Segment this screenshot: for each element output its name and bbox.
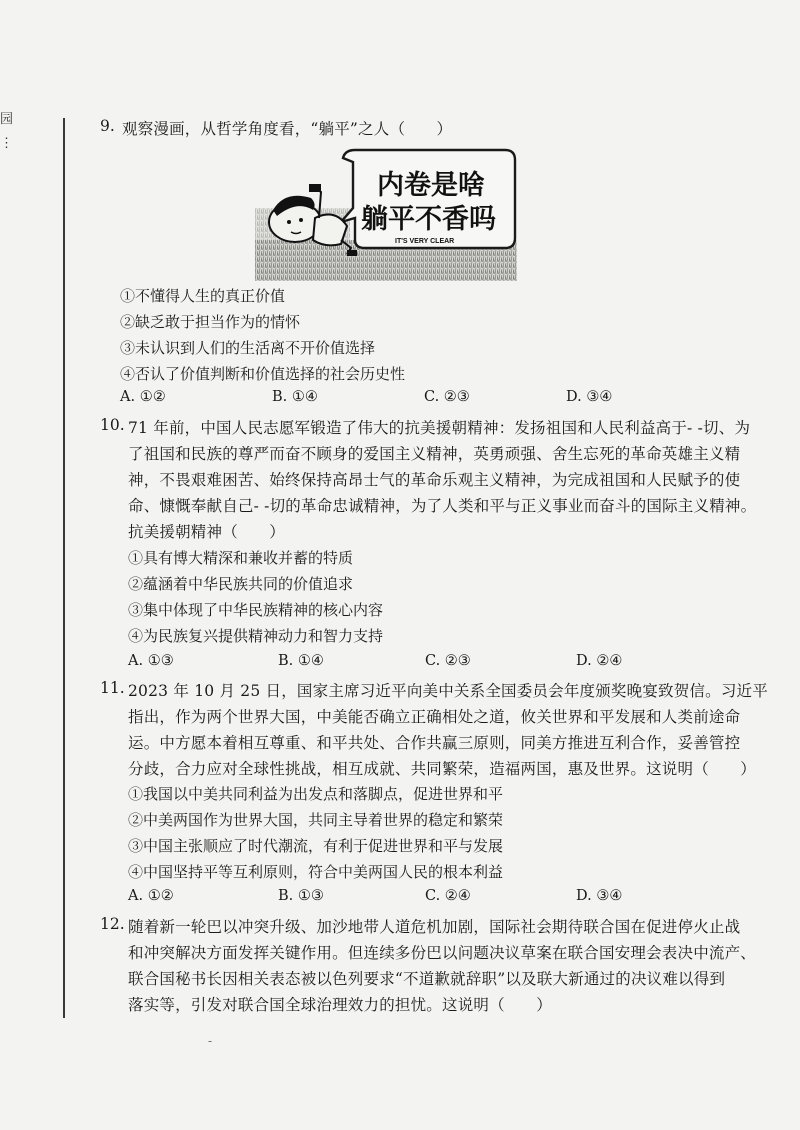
q9-choice-c: C. ②③ (424, 389, 470, 405)
q9-option-4: ④否认了价值判断和价值选择的社会历史性 (120, 365, 406, 383)
q10-option-3: ③集中体现了中华民族精神的核心内容 (128, 601, 384, 619)
left-edge-mark: 园 (0, 112, 14, 127)
q12-line-2: 和冲突解决方面发挥关键作用。但连续多份巴以问题决议草案在联合国安理会表决中流产、 (128, 944, 757, 962)
q10-line-3: 神，不畏艰难困苦、始终保持高昂士气的革命乐观主义精神，为完成祖国和人民赋予的使 (128, 471, 741, 489)
q10-choice-d: D. ②④ (576, 653, 623, 669)
q9-number: 9. (100, 117, 115, 135)
q9-stem: 观察漫画，从哲学角度看，“躺平”之人（ ） (122, 120, 453, 138)
q11-line-1: 2023 年 10 月 25 日，国家主席习近平向美中关系全国委员会年度颁奖晚宴致贺信。习近平 (128, 682, 768, 700)
q9-choice-b: B. ①④ (272, 389, 318, 405)
q12-line-3: 联合国秘书长因相关表态被以色列要求“不道歉就辞职”以及联大新通过的决议难以得到 (128, 970, 726, 988)
bubble-subtitle: IT'S VERY CLEAR (395, 238, 455, 245)
bubble-line1: 内卷是啥 (377, 170, 485, 201)
q12-number: 12. (100, 915, 125, 933)
q11-choice-b: B. ①③ (278, 888, 324, 904)
q10-line-4: 命、慷慨奉献自己- -切的革命忠诚精神，为了人类和平与正义事业而奋斗的国际主义精神。 (128, 497, 757, 515)
q11-choice-a: A. ①② (128, 888, 174, 904)
q9-option-1: ①不懂得人生的真正价值 (120, 287, 286, 305)
q11-line-3: 运。中方愿本着相互尊重、和平共处、合作共赢三原则，同美方推进互利合作，妥善管控 (128, 734, 741, 752)
cartoon-illustration (255, 148, 517, 281)
q11-choice-d: D. ③④ (576, 888, 623, 904)
q10-option-1: ①具有博大精深和兼收并蓄的特质 (128, 549, 354, 567)
q11-option-3: ③中国主张顺应了时代潮流，有利于促进世界和平与发展 (128, 837, 504, 855)
q10-choice-b: B. ①④ (278, 653, 324, 669)
q10-choice-a: A. ①③ (128, 653, 174, 669)
left-edge-mark-2: ⋮ (0, 136, 13, 151)
q11-option-4: ④中国坚持平等互利原则，符合中美两国人民的根本利益 (128, 863, 504, 881)
footer-mark: - (208, 1034, 213, 1048)
q12-line-4: 落实等，引发对联合国全球治理效力的担忧。这说明（ ） (128, 996, 552, 1014)
q9-cartoon (255, 148, 517, 281)
bubble-line2: 躺平不香吗 (361, 204, 496, 235)
binding-margin-line (63, 118, 65, 1018)
q12-line-1: 随着新一轮巴以冲突升级、加沙地带人道危机加剧，国际社会期待联合国在促进停火止战 (128, 918, 741, 936)
q10-choice-c: C. ②③ (425, 653, 471, 669)
q10-number: 10. (100, 416, 125, 434)
q10-option-2: ②蕴涵着中华民族共同的价值追求 (128, 575, 354, 593)
q11-line-2: 指出，作为两个世界大国，中美能否确立正确相处之道，攸关世界和平发展和人类前途命 (128, 708, 741, 726)
q11-choice-c: C. ②④ (425, 888, 471, 904)
q9-option-3: ③未认识到人们的生活离不开价值选择 (120, 339, 376, 357)
q10-line-1: 71 年前，中国人民志愿军锻造了伟大的抗美援朝精神：发扬祖国和人民利益高于- -切、为 (128, 419, 751, 437)
q11-option-1: ①我国以中美共同利益为出发点和落脚点，促进世界和平 (128, 785, 504, 803)
q9-choice-a: A. ①② (120, 389, 166, 405)
q11-option-2: ②中美两国作为世界大国，共同主导着世界的稳定和繁荣 (128, 811, 504, 829)
q9-choice-d: D. ③④ (566, 389, 613, 405)
q10-line-5: 抗美援朝精神（ ） (128, 523, 286, 541)
q11-number: 11. (100, 679, 125, 697)
q10-option-4: ④为民族复兴提供精神动力和智力支持 (128, 627, 384, 645)
q11-line-4: 分歧，合力应对全球性挑战，相互成就、共同繁荣，造福两国，惠及世界。这说明（ ） (128, 760, 757, 778)
q9-option-2: ②缺乏敢于担当作为的情怀 (120, 313, 301, 331)
q10-line-2: 了祖国和民族的尊严而奋不顾身的爱国主义精神，英勇顽强、舍生忘死的革命英雄主义精 (128, 445, 741, 463)
